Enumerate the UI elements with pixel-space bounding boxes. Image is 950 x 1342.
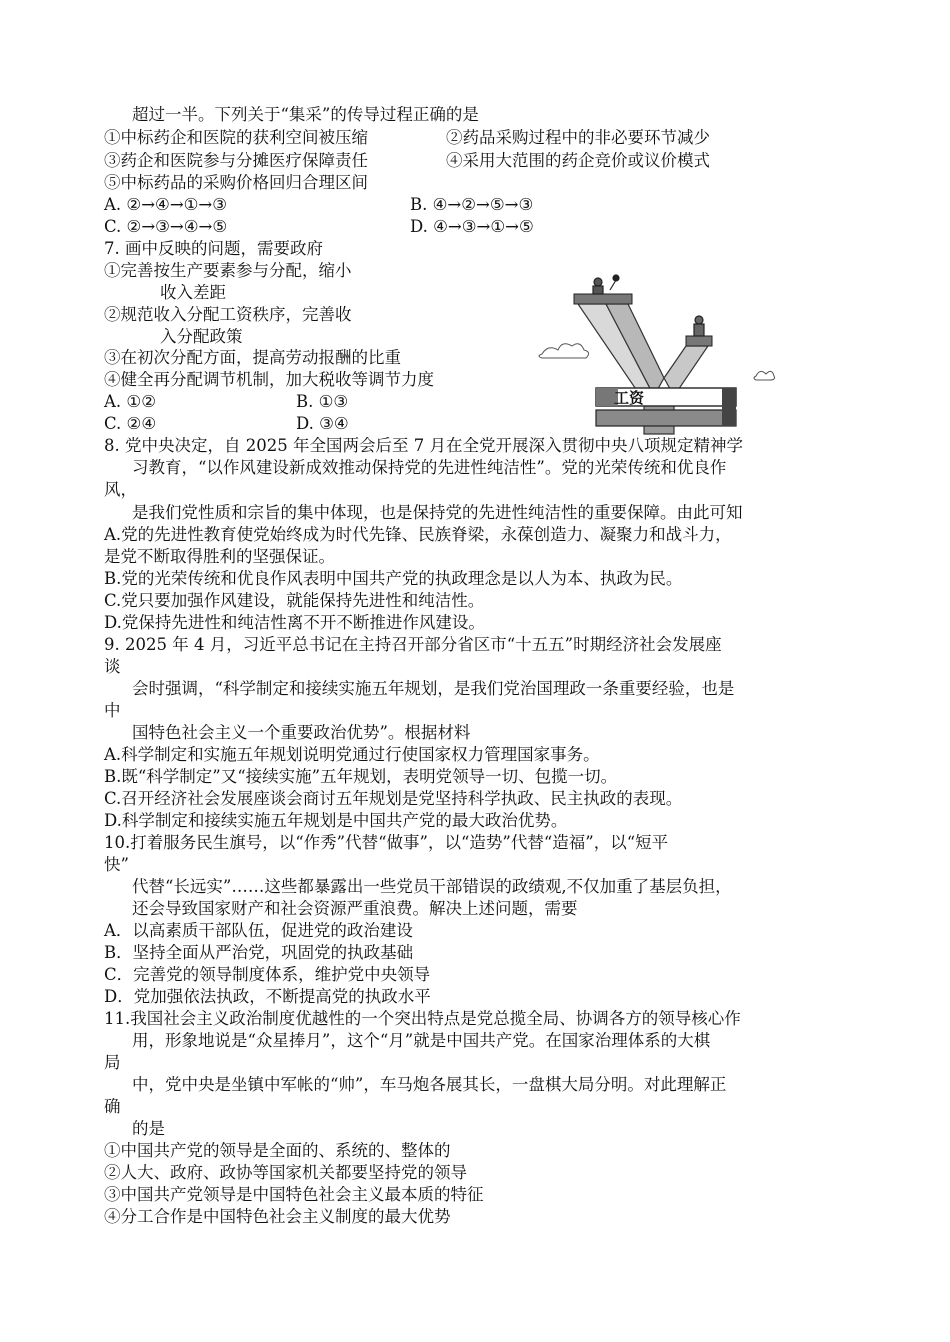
rich-figure xyxy=(593,275,619,294)
q10-option-b: B．坚持全面从严治党，巩固党的执政基础 xyxy=(104,943,414,962)
q7-line-6: ④健全再分配调节机制，加大税收等调节力度 xyxy=(104,370,434,389)
q11-item-1: ①中国共产党的领导是全面的、系统的、整体的 xyxy=(104,1141,451,1160)
q8-line-2: 习教育，“以作风建设新成效推动保持党的先进性纯洁性”。党的光荣传统和优良作 xyxy=(132,458,727,477)
q8-option-a-cont: 是党不断取得胜利的坚强保证。 xyxy=(104,547,335,566)
q9-option-a: A.科学制定和实施五年规划说明党通过行使国家权力管理国家事务。 xyxy=(104,745,600,764)
q8-option-d: D.党保持先进性和纯洁性离不开不断推进作风建设。 xyxy=(104,613,485,632)
q10-line-2: 快” xyxy=(104,855,129,874)
q6-option-c: C. ②→③→④→⑤ xyxy=(104,217,228,236)
q11-item-3: ③中国共产党领导是中国特色社会主义最本质的特征 xyxy=(104,1185,484,1204)
q10-option-d: D．党加强依法执政，不断提高党的执政水平 xyxy=(104,987,431,1006)
q8-line-4: 是我们党性质和宗旨的集中体现，也是保持党的先进性纯洁性的重要保障。由此可知 xyxy=(132,503,743,522)
cloud-left xyxy=(539,344,589,358)
q6-option-d: D. ④→③→①→⑤ xyxy=(410,217,534,236)
q7-line-2: 收入差距 xyxy=(160,283,226,302)
q11-line-2: 用，形象地说是“众星捧月”，这个“月”就是中国共产党。在国家治理体系的大棋 xyxy=(132,1031,711,1050)
q6-item-5: ⑤中标药品的采购价格回归合理区间 xyxy=(104,173,368,192)
q9-option-c: C.召开经济社会发展座谈会商讨五年规划是党坚持科学执政、民主执政的表现。 xyxy=(104,789,683,808)
q11-line-6: 的是 xyxy=(132,1119,165,1138)
q6-item-4: ④采用大范围的药企竞价或议价模式 xyxy=(446,151,710,170)
q7-line-4: 入分配政策 xyxy=(160,327,243,346)
q11-item-2: ②人大、政府、政协等国家机关都要坚持党的领导 xyxy=(104,1163,467,1182)
q9-line-5: 国特色社会主义一个重要政治优势”。根据材料 xyxy=(132,723,471,742)
q6-option-a: A. ②→④→①→③ xyxy=(104,195,228,214)
q7-line-1: ①完善按生产要素参与分配，缩小 xyxy=(104,261,352,280)
q7-option-a: A. ①② xyxy=(104,392,156,411)
worker-figure xyxy=(694,316,704,336)
q9-line-1: 9. 2025 年 4 月，习近平总书记在主持召开部分省区市“十五五”时期经济社会发展座 xyxy=(104,635,722,654)
q7-line-3: ②规范收入分配工资秩序，完善收 xyxy=(104,305,352,324)
q9-line-4: 中 xyxy=(104,701,121,720)
q8-line-3: 风， xyxy=(104,480,137,499)
q8-line-1: 8. 党中央决定，自 2025 年全国两会后至 7 月在全党开展深入贯彻中央八项规定精神学 xyxy=(104,436,743,455)
wage-label: 工资 xyxy=(614,389,645,407)
q7-option-d: D. ③④ xyxy=(296,414,349,433)
q10-line-1: 10.打着服务民生旗号，以“作秀”代替“做事”，以“造势”代替“造福”，以“短平 xyxy=(104,833,669,852)
q6-item-2: ②药品采购过程中的非必要环节减少 xyxy=(446,128,710,147)
q11-item-4: ④分工合作是中国特色社会主义制度的最大优势 xyxy=(104,1207,451,1226)
q6-stem-tail: 超过一半。下列关于“集采”的传导过程正确的是 xyxy=(132,105,479,124)
wage-cartoon xyxy=(536,268,776,438)
q11-line-5: 确 xyxy=(104,1097,121,1116)
q9-line-3: 会时强调，“科学制定和接续实施五年规划，是我们党治国理政一条重要经验，也是 xyxy=(132,679,735,698)
q6-option-b: B. ④→②→⑤→③ xyxy=(410,195,534,214)
q10-line-4: 还会导致国家财产和社会资源严重浪费。解决上述问题，需要 xyxy=(132,899,578,918)
q7-option-b: B. ①③ xyxy=(296,392,349,411)
q9-option-b: B.既“科学制定”又“接续实施”五年规划，表明党领导一切、包揽一切。 xyxy=(104,767,618,786)
q10-line-3: 代替“长远实”……这些都暴露出一些党员干部错误的政绩观,不仅加重了基层负担， xyxy=(132,877,732,896)
yen-symbol-shape xyxy=(574,294,736,434)
q10-option-c: C．完善党的领导制度体系，维护党中央领导 xyxy=(104,965,431,984)
q6-item-1: ①中标药企和医院的获利空间被压缩 xyxy=(104,128,368,147)
q6-item-3: ③药企和医院参与分摊医疗保障责任 xyxy=(104,151,368,170)
q7-stem: 7. 画中反映的问题，需要政府 xyxy=(104,239,323,258)
q8-option-b: B.党的光荣传统和优良作风表明中国共产党的执政理念是以人为本、执政为民。 xyxy=(104,569,683,588)
q11-line-4: 中，党中央是坐镇中军帐的“帅”，车马炮各展其长，一盘棋大局分明。对此理解正 xyxy=(132,1075,727,1094)
q9-line-2: 谈 xyxy=(104,657,121,676)
q7-line-5: ③在初次分配方面，提高劳动报酬的比重 xyxy=(104,348,401,367)
q8-option-c: C.党只要加强作风建设，就能保持先进性和纯洁性。 xyxy=(104,591,485,610)
q11-line-3: 局 xyxy=(104,1053,121,1072)
cloud-right xyxy=(754,371,775,380)
q8-option-a: A.党的先进性教育使党始终成为时代先锋、民族脊梁，永葆创造力、凝聚力和战斗力， xyxy=(104,525,732,544)
q11-line-1: 11.我国社会主义政治制度优越性的一个突出特点是党总揽全局、协调各方的领导核心作 xyxy=(104,1009,741,1028)
q7-option-c: C. ②④ xyxy=(104,414,157,433)
wage-cartoon-drawing xyxy=(536,268,776,438)
q9-option-d: D.科学制定和接续实施五年规划是中国共产党的最大政治优势。 xyxy=(104,811,568,830)
q10-option-a: A．以高素质干部队伍，促进党的政治建设 xyxy=(104,921,413,940)
